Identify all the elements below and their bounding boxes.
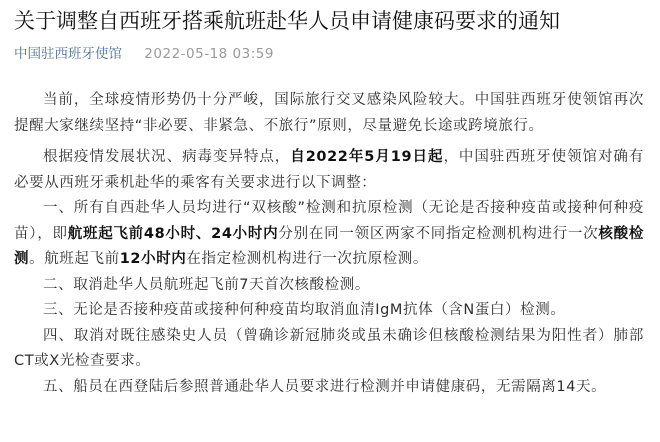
paragraph-intro: 当前，全球疫情形势仍十分严峻，国际旅行交叉感染风险较大。中国驻西班牙使领馆再次提醒大家继续坚持“非必要、非紧急、不旅行”原则，尽量避免长途或跨境旅行。 [14,92,644,134]
paragraph-item-5: 五、船员在西登陆后参照普通赴华人员要求进行检测并申请健康码，无需隔离14天。 [43,378,607,395]
article-source-link[interactable]: 中国驻西班牙使馆 [14,46,122,62]
article-body [14,88,644,400]
article-meta [14,44,274,64]
paragraph-item-2: 二、取消赴华人员航班起飞前7天首次核酸检测。 [43,276,370,293]
item-1-text-c: 分别在同一领区两家不同指定检测机构进行一次 [278,225,599,242]
article-title: 关于调整自西班牙搭乘航班赴华人员申请健康码要求的通知 [14,9,560,33]
article-date: 2022-05-18 03:59 [144,46,274,62]
paragraph-adjustment-text-2: ，中国驻西班牙使领馆对确有必要从西班牙乘机赴华的乘客有关要求进行以下调整： [14,149,644,191]
item-1-text-g: 在指定检测机构进行一次抗原检测。 [186,251,429,267]
item-1-text-a: 一、所有自西赴华人员均进行“双核酸”检测和抗原检测（无论是否接种疫苗或接种何种疫苗），即 [14,200,644,242]
paragraph-adjustment-text: 根据疫情发展状况、病毒变异特点， [43,149,291,165]
item-1-highlight-timing: 航班起飞前48小时、24小时内 [67,225,279,242]
paragraph-item-3: 三、无论是否接种疫苗或接种何种疫苗均取消血清IgM抗体（含N蛋白）检测。 [43,302,566,318]
item-1-text-e: 。航班起飞前 [29,251,120,267]
paragraph-adjustment [14,145,644,196]
item-1-highlight-test: 核酸检测 [14,225,645,267]
paragraph-item-1 [14,196,644,273]
effective-date-highlight: 自2022年5月19日起 [290,149,444,165]
paragraph-item-4: 四、取消对既往感染史人员（曾确诊新冠肺炎或虽未确诊但核酸检测结果为阳性者）肺部CT或X光检查要求。 [14,327,644,369]
item-1-highlight-12h: 12小时内 [119,251,187,267]
